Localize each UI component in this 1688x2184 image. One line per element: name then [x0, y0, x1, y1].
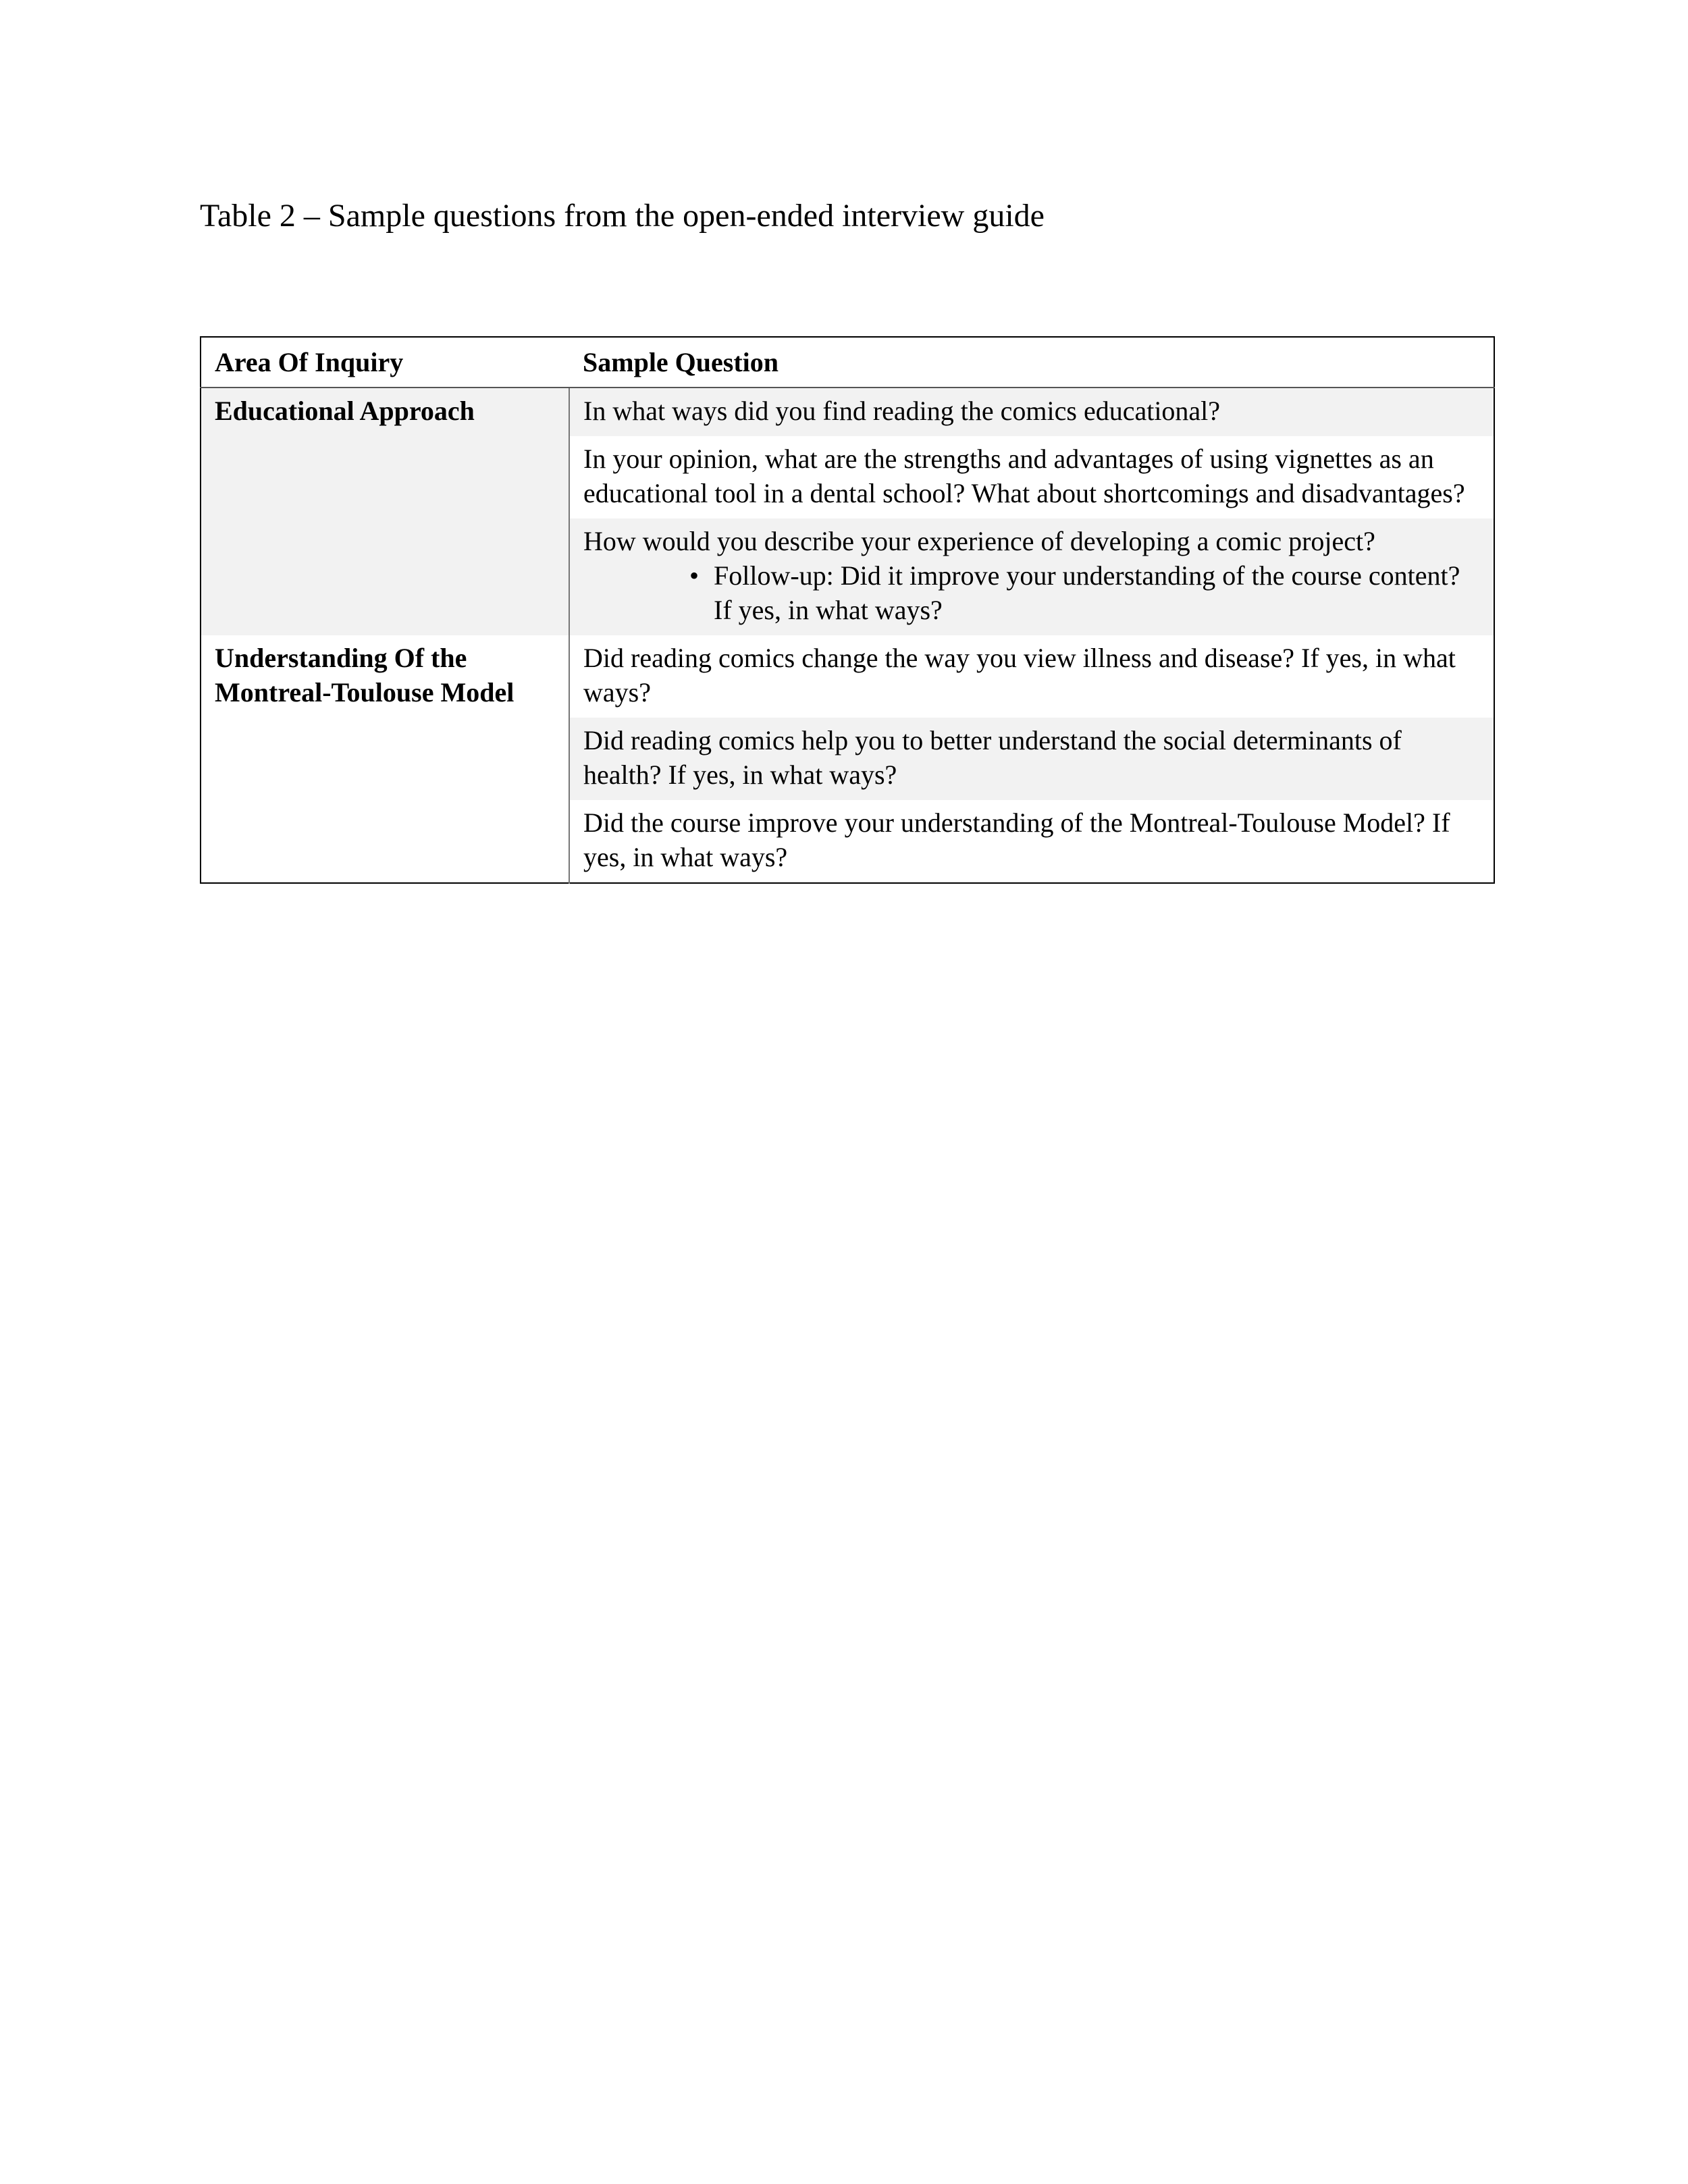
question-cell: Did reading comics change the way you view illness and disease? If yes, in what ways? [569, 635, 1494, 718]
table-header-row [201, 337, 1494, 388]
followup-list [583, 558, 1480, 627]
question-cell: Did the course improve your understanding of the Montreal-Toulouse Model? If yes, in what ways? [569, 800, 1494, 883]
question-cell: In your opinion, what are the strengths and advantages of using vignettes as an educational tool in a dental school? What about shortcomings and disadvantages? [569, 436, 1494, 518]
table-row [201, 388, 1494, 436]
area-cell-montreal-toulouse: Understanding Of the Montreal-Toulouse Model [201, 635, 569, 883]
header-sample-question: Sample Question [569, 337, 1494, 388]
question-cell: In what ways did you find reading the comics educational? [569, 388, 1494, 436]
question-cell: Did reading comics help you to better understand the social determinants of health? If yes, in what ways? [569, 718, 1494, 800]
area-cell-educational-approach: Educational Approach [201, 388, 569, 635]
interview-questions-table [200, 336, 1495, 884]
question-cell [569, 518, 1494, 635]
followup-item [689, 558, 1480, 627]
table-caption: Table 2 – Sample questions from the open-ended interview guide [200, 198, 1045, 234]
interview-table-container [200, 336, 1494, 884]
table-row [201, 635, 1494, 718]
bullet-icon: • [689, 560, 700, 591]
followup-text: Follow-up: Did it improve your understanding of the course content? If yes, in what ways? [714, 560, 1460, 625]
header-area-of-inquiry: Area Of Inquiry [201, 337, 569, 388]
question-text: How would you describe your experience of developing a comic project? [583, 526, 1375, 556]
